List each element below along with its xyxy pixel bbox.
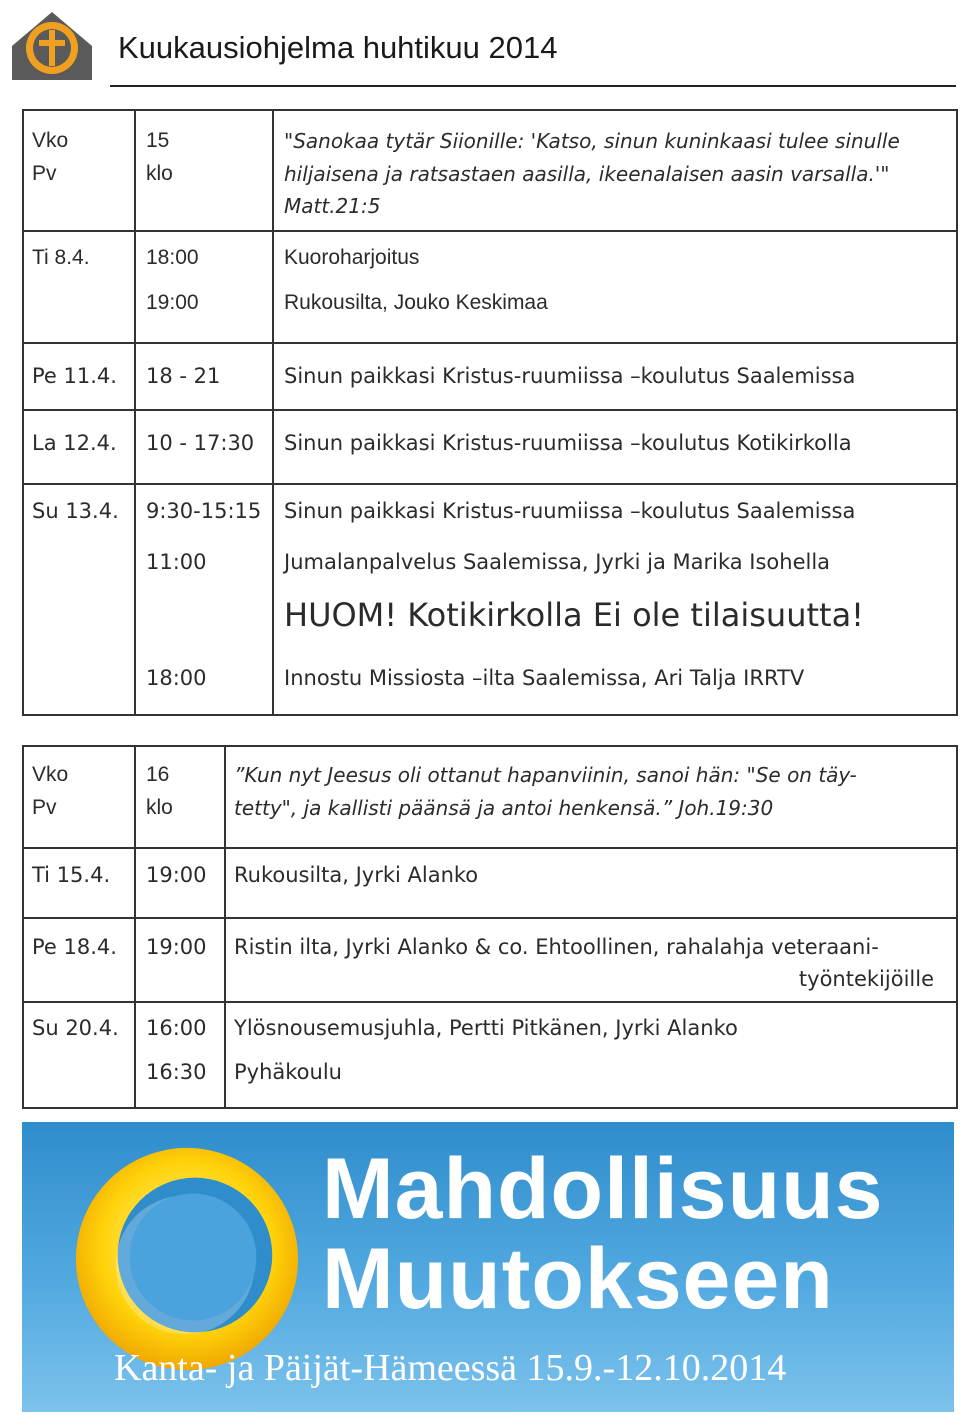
event-date: Pe 11.4.	[32, 364, 117, 388]
time-label: klo	[146, 162, 173, 185]
event-date: Su 13.4.	[32, 499, 119, 523]
event-row-tuesday	[23, 231, 957, 343]
event-description: Jumalanpalvelus Saalemissa, Jyrki ja Marika Isohella	[284, 550, 831, 574]
event-date: Ti 15.4.	[32, 863, 111, 887]
bible-verse-reference: Matt.21:5	[284, 194, 381, 218]
event-description: Sinun paikkasi Kristus-ruumiissa –koulutus Kotikirkolla	[284, 431, 852, 455]
event-time: 16:00	[146, 1016, 207, 1040]
bible-verse-line: tetty", ja kallisti päänsä ja antoi henkensä.” Joh.19:30	[234, 796, 774, 820]
event-time: 16:30	[146, 1060, 207, 1084]
event-time: 18 - 21	[146, 364, 221, 388]
event-description: Kuoroharjoitus	[284, 246, 420, 269]
week15-header-row	[23, 110, 957, 231]
banner-emblem	[68, 1140, 306, 1378]
church-logo	[6, 6, 98, 86]
day-label: Pv	[32, 162, 57, 185]
week16-table	[22, 745, 958, 1109]
event-description: Pyhäkoulu	[234, 1060, 342, 1084]
event-time: 18:00	[146, 246, 199, 269]
event-description: Rukousilta, Jyrki Alanko	[234, 863, 479, 887]
notice-text: HUOM! Kotikirkolla Ei ole tilaisuutta!	[284, 596, 864, 634]
event-description: Innostu Missiosta –ilta Saalemissa, Ari Talja IRRTV	[284, 666, 805, 690]
event-description: Rukousilta, Jouko Keskimaa	[284, 291, 548, 314]
event-description: Ylösnousemusjuhla, Pertti Pitkänen, Jyrki Alanko	[234, 1016, 738, 1040]
event-time: 19:00	[146, 863, 207, 887]
event-row-tuesday	[23, 848, 957, 918]
week-number: 16	[146, 763, 170, 786]
bible-verse-line: hiljaisena ja ratsastaen aasilla, ikeenalaisen aasin varsalla.'"	[284, 162, 890, 186]
week15-table	[22, 109, 958, 716]
week16-header-row	[23, 746, 957, 848]
event-date: La 12.4.	[32, 431, 117, 455]
event-row-friday	[23, 343, 957, 410]
event-banner	[22, 1122, 954, 1412]
event-time: 19:00	[146, 935, 207, 959]
event-description: työntekijöille	[798, 967, 934, 991]
event-time: 19:00	[146, 291, 199, 314]
event-date: Pe 18.4.	[32, 935, 117, 959]
banner-title: Muutokseen	[322, 1231, 834, 1327]
day-label: Pv	[32, 796, 57, 819]
event-row-saturday	[23, 410, 957, 484]
banner-subtitle: Kanta- ja Päijät-Hämeessä 15.9.-12.10.2014	[114, 1347, 787, 1389]
bible-verse-line: "Sanokaa tytär Siionille: 'Katso, sinun kuninkaasi tulee sinulle	[284, 129, 900, 153]
event-time: 11:00	[146, 550, 207, 574]
event-date: Su 20.4.	[32, 1016, 119, 1040]
event-description: Sinun paikkasi Kristus-ruumiissa –koulutus Saalemissa	[284, 364, 856, 388]
event-time: 10 - 17:30	[146, 431, 255, 455]
event-time: 18:00	[146, 666, 207, 690]
event-description: Sinun paikkasi Kristus-ruumiissa –koulutus Saalemissa	[284, 499, 856, 523]
time-label: klo	[146, 796, 173, 819]
event-description: Ristin ilta, Jyrki Alanko & co. Ehtoollinen, rahalahja veteraani-	[234, 935, 879, 959]
week-label: Vko	[32, 129, 69, 152]
page-title: Kuukausiohjelma huhtikuu 2014	[118, 30, 558, 65]
bible-verse-line: ”Kun nyt Jeesus oli ottanut hapanviinin, sanoi hän: "Se on täy-	[234, 763, 857, 787]
event-row-sunday	[23, 1002, 957, 1108]
event-time: 9:30-15:15	[146, 499, 262, 523]
title-divider	[110, 85, 956, 87]
event-row-friday	[23, 918, 957, 1002]
banner-title: Mahdollisuus	[322, 1141, 884, 1237]
event-date: Ti 8.4.	[32, 246, 90, 269]
event-row-sunday	[23, 484, 957, 715]
week-label: Vko	[32, 763, 69, 786]
week-number: 15	[146, 129, 170, 152]
